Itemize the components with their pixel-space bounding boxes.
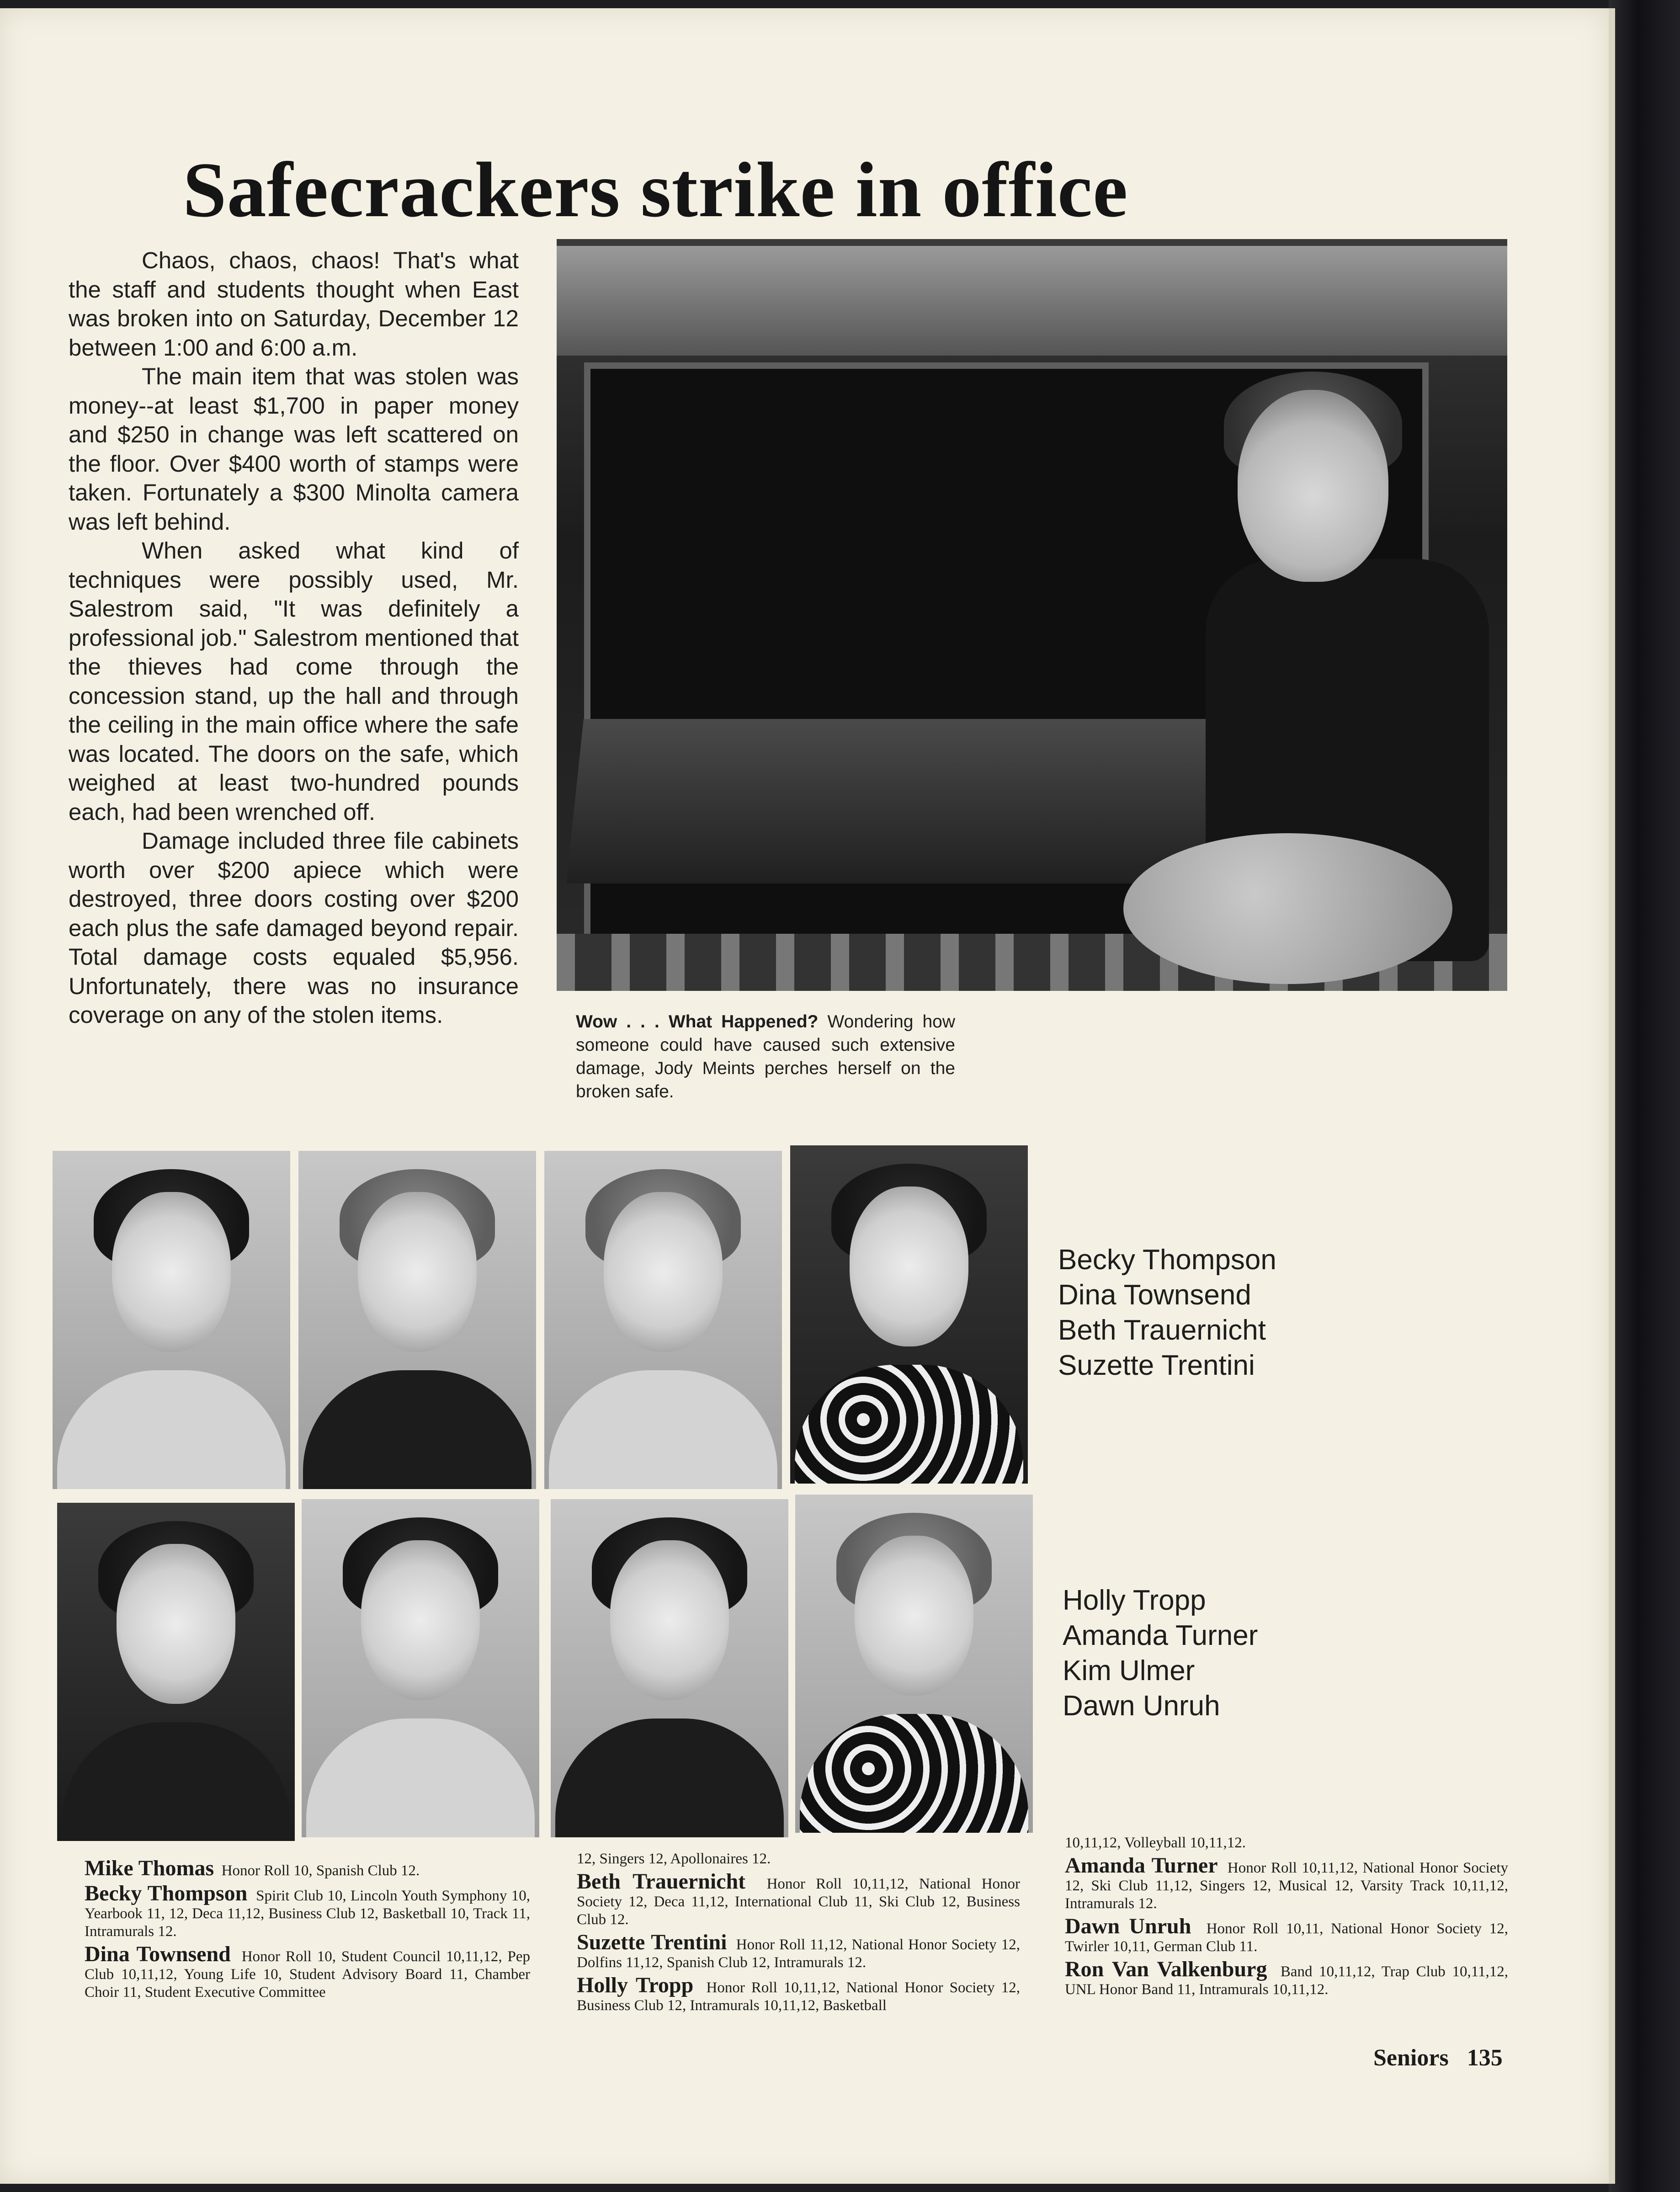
portrait-face bbox=[112, 1192, 231, 1352]
book-binding bbox=[1609, 0, 1680, 2192]
bios-column-2 bbox=[577, 1850, 1020, 2019]
bio-entry bbox=[577, 1930, 1020, 1972]
portrait-face bbox=[117, 1544, 235, 1704]
student-name: Becky Thompson bbox=[1058, 1244, 1276, 1276]
student-name: Suzette Trentini bbox=[1058, 1350, 1255, 1381]
portrait-names-bottom bbox=[1063, 1583, 1258, 1724]
senior-portrait bbox=[302, 1499, 539, 1837]
bio-entry bbox=[85, 1881, 530, 1941]
caption-headline: Wow . . . What Happened? bbox=[576, 1012, 819, 1032]
senior-portrait bbox=[544, 1151, 782, 1489]
portrait-shoulders bbox=[303, 1370, 532, 1489]
article-paragraph: Chaos, chaos, chaos! That's what the staff and students thought when East was broken into on Saturday, December 12 between 1:00 and 6:00 a.m. bbox=[69, 247, 519, 361]
article-paragraph: The main item that was stolen was money--at least $1,700 in paper money and $250 in change was left scattered on the floor. Over $400 worth of stamps were taken. Fortunately a $300 Minolta camera was left behind. bbox=[69, 363, 519, 535]
bios-column-3 bbox=[1065, 1834, 1508, 2003]
bio-name: Suzette Trentini bbox=[577, 1930, 727, 1954]
portrait-names-top bbox=[1058, 1242, 1276, 1383]
bio-name: Dawn Unruh bbox=[1065, 1914, 1191, 1938]
portrait-face bbox=[855, 1536, 973, 1696]
bio-entry bbox=[577, 1973, 1021, 2015]
bio-entry bbox=[1065, 1957, 1508, 1999]
portrait-shoulders bbox=[549, 1370, 777, 1489]
senior-portrait bbox=[795, 1495, 1033, 1833]
bio-text: Honor Roll 10,11,12, National Honor Society 12, Ski Club 11,12, Singers 12, Musical 12, Varsity Track 10,11,12, Intramurals 12. bbox=[1065, 1860, 1508, 1912]
article-body bbox=[69, 246, 519, 1030]
bio-entry bbox=[1065, 1914, 1509, 1956]
student-name: Kim Ulmer bbox=[1063, 1655, 1195, 1687]
bio-text: Honor Roll 10,11, National Honor Society 12, Twirler 10,11, German Club 11. bbox=[1065, 1921, 1509, 1955]
bio-name: Mike Thomas bbox=[85, 1856, 214, 1880]
page-footer bbox=[1373, 2044, 1503, 2071]
bio-text: Honor Roll 10, Student Council 10,11,12, Pep Club 10,11,12, Young Life 10, Student Advisory Board 11, Chamber Choir 11, Student Executive Committee bbox=[85, 1948, 530, 2000]
person-face bbox=[1238, 390, 1388, 582]
bio-text: Band 10,11,12, Trap Club 10,11,12, UNL Honor Band 11, Intramurals 10,11,12. bbox=[1065, 1963, 1508, 1998]
student-name: Amanda Turner bbox=[1063, 1620, 1258, 1651]
page-number: 135 bbox=[1467, 2045, 1503, 2071]
senior-portrait bbox=[790, 1145, 1028, 1484]
student-name: Dawn Unruh bbox=[1063, 1690, 1220, 1722]
yearbook-page bbox=[0, 8, 1615, 2184]
student-name: Dina Townsend bbox=[1058, 1279, 1251, 1311]
person-knees bbox=[1123, 833, 1452, 984]
portrait-shoulders bbox=[306, 1718, 535, 1837]
portrait-face bbox=[358, 1192, 477, 1352]
bio-name: Dina Townsend bbox=[85, 1942, 231, 1966]
bio-entry bbox=[577, 1869, 1021, 1929]
section-label: Seniors bbox=[1373, 2045, 1449, 2071]
bio-entry bbox=[85, 1856, 530, 1880]
bio-name: Amanda Turner bbox=[1065, 1853, 1218, 1878]
bio-name: Holly Tropp bbox=[577, 1973, 694, 1997]
bio-entry bbox=[85, 1942, 530, 2001]
senior-portrait bbox=[53, 1151, 290, 1489]
student-name: Holly Tropp bbox=[1063, 1585, 1206, 1616]
portrait-shoulders bbox=[57, 1370, 286, 1489]
portrait-shoulders bbox=[62, 1722, 290, 1841]
bio-name: Beth Trauernicht bbox=[577, 1869, 746, 1894]
senior-portrait bbox=[551, 1499, 788, 1837]
photo-caption bbox=[576, 1010, 955, 1103]
page-title: Safecrackers strike in office bbox=[183, 147, 1128, 234]
safe-frame bbox=[557, 246, 1507, 356]
bio-text: Honor Roll 10,11,12, National Honor Society 12, Business Club 12, Intramurals 10,11,12, Basketball bbox=[577, 1979, 1021, 2014]
portrait-shoulders bbox=[555, 1718, 784, 1837]
bio-continuation: 10,11,12, Volleyball 10,11,12. bbox=[1065, 1835, 1246, 1851]
bio-name: Becky Thompson bbox=[85, 1881, 248, 1905]
bio-entry bbox=[1065, 1853, 1508, 1913]
bio-continuation: 12, Singers 12, Apollonaires 12. bbox=[577, 1851, 771, 1867]
portrait-shoulders bbox=[795, 1365, 1023, 1484]
senior-portrait bbox=[298, 1151, 536, 1489]
article-paragraph: Damage included three file cabinets worth over $200 apiece which were destroyed, three doors costing over $200 each plus the safe damaged beyond repair. Total damage costs equaled $5,956. Unfortunately, there was no insurance coverage on any of the stolen items. bbox=[69, 828, 519, 1028]
portrait-face bbox=[604, 1192, 723, 1352]
caption-text: Wondering how someone could have caused such extensive damage, Jody Meints perches herself on the broken safe. bbox=[576, 1012, 956, 1101]
bio-text: Honor Roll 10,11,12, National Honor Society 12, Deca 11,12, International Club 11, Ski Club 12, Business Club 12. bbox=[577, 1876, 1021, 1928]
bio-name: Ron Van Valkenburg bbox=[1065, 1957, 1267, 1981]
bio-text: Honor Roll 11,12, National Honor Society 12, Dolfins 11,12, Spanish Club 12, Intramurals 12. bbox=[577, 1937, 1020, 1971]
bios-column-1 bbox=[85, 1856, 530, 2006]
senior-portrait bbox=[57, 1503, 295, 1841]
article-paragraph: When asked what kind of techniques were possibly used, Mr. Salestrom said, "It was definitely a professional job." Salestrom mentioned that the thieves had come through the concession stand, up the hall and through the ceiling in the main office where the safe was located. The doors on the safe, which weighed at least two-hundred pounds each, had been wrenched off. bbox=[69, 537, 519, 825]
broken-safe-photo bbox=[557, 239, 1507, 991]
portrait-face bbox=[361, 1540, 480, 1700]
portrait-grid bbox=[53, 1151, 1040, 1836]
portrait-face bbox=[850, 1186, 968, 1346]
student-name: Beth Trauernicht bbox=[1058, 1314, 1266, 1346]
bio-text: Honor Roll 10, Spanish Club 12. bbox=[221, 1862, 420, 1879]
portrait-face bbox=[610, 1540, 729, 1700]
bio-text: Spirit Club 10, Lincoln Youth Symphony 10, Yearbook 11, 12, Deca 11,12, Business Club 12, Basketball 10, Track 11, Intramurals 12. bbox=[85, 1888, 530, 1940]
portrait-shoulders bbox=[800, 1714, 1028, 1833]
